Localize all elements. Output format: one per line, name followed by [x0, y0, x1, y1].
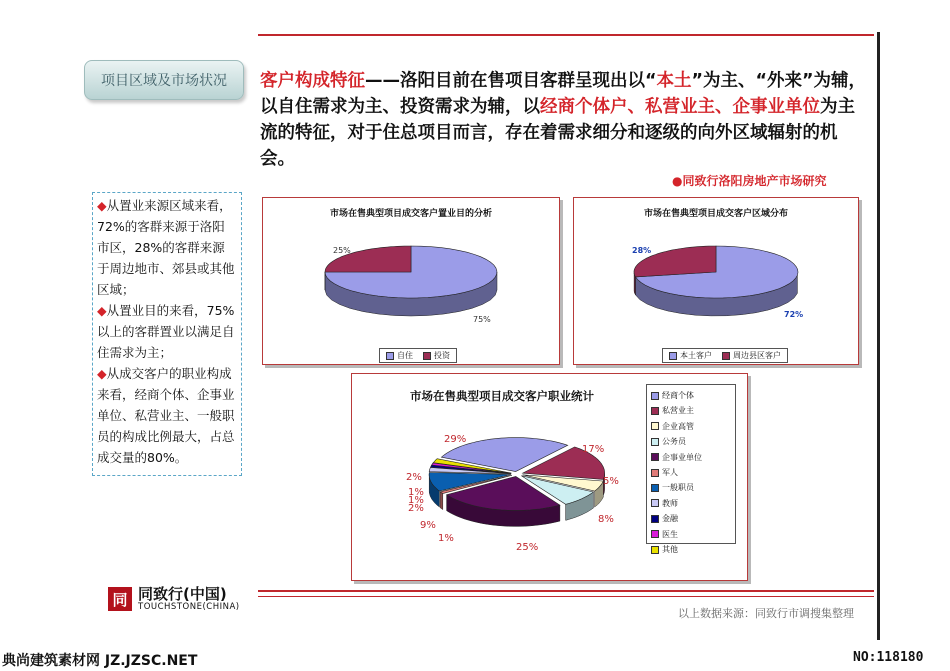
legend-item — [651, 480, 731, 495]
legend-swatch — [651, 484, 659, 492]
legend-item — [386, 350, 413, 361]
chart-region-pie — [574, 198, 858, 364]
legend-item — [669, 350, 712, 361]
legend-label: 本土客户 — [680, 351, 712, 360]
note-item — [97, 195, 237, 300]
legend-swatch — [651, 546, 659, 554]
headline-part1: ——洛阳目前在售项目客群呈现出以“ — [365, 71, 657, 91]
headline-part2: ”为主、“外来”为辅，以自住需求为主、投资需求为辅，以 — [260, 71, 867, 117]
legend-label: 一般职员 — [662, 483, 694, 493]
legend-label: 经商个体 — [662, 391, 694, 400]
chart-purpose-panel — [262, 197, 560, 365]
legend-label: 企事业单位 — [662, 452, 702, 462]
occ-label-4: 25% — [516, 542, 539, 553]
legend-label: 周边县区客户 — [733, 351, 781, 360]
note-text: 从置业目的来看，75%以上的客群置业以满足自住需求为主； — [97, 303, 235, 360]
legend-label: 企业高管 — [662, 421, 694, 431]
legend-label: 私营业主 — [662, 406, 694, 416]
legend-item — [651, 465, 731, 480]
chart-purpose-pie — [263, 198, 559, 364]
chart-region-title: 市场在售典型项目成交客户区域分布 — [643, 209, 788, 219]
legend-item — [423, 350, 450, 361]
chart-region-legend — [662, 348, 788, 363]
occ-label-2: 5% — [603, 476, 619, 487]
legend-swatch — [651, 407, 659, 415]
legend-label: 教师 — [662, 498, 678, 508]
notes-box — [92, 192, 242, 476]
legend-swatch — [651, 438, 659, 446]
logo-en: TOUCHSTONE(CHINA) — [138, 602, 240, 612]
legend-swatch — [386, 352, 394, 360]
company-logo — [108, 586, 240, 612]
legend-item — [651, 527, 731, 542]
legend-swatch — [651, 469, 659, 477]
legend-swatch — [722, 352, 730, 360]
legend-swatch — [423, 352, 431, 360]
diamond-bullet-icon: ◆ — [97, 303, 107, 318]
bottom-rule-thin — [258, 596, 874, 597]
legend-label: 公务员 — [662, 437, 686, 447]
legend-label: 军人 — [662, 468, 678, 478]
legend-item — [651, 434, 731, 449]
occ-label-5: 1% — [438, 533, 454, 544]
logo-cn: 同致行(中国) — [138, 585, 227, 603]
legend-swatch — [651, 392, 659, 400]
occ-label-10: 2% — [406, 472, 422, 483]
headline-highlight-local: 本土 — [656, 71, 692, 91]
chart-occupation-pie — [352, 374, 642, 580]
note-item — [97, 363, 237, 468]
legend-swatch — [651, 530, 659, 538]
chart-occupation-title: 市场在售典型项目成交客户职业统计 — [410, 389, 594, 403]
legend-swatch — [651, 453, 659, 461]
logo-mark-icon: 同 — [108, 587, 132, 611]
legend-label: 金融 — [662, 514, 678, 524]
chart-purpose-title: 市场在售典型项目成交客户置业目的分析 — [329, 209, 492, 219]
occ-label-1: 17% — [582, 444, 605, 455]
source-note: 以上数据来源：同致行市调搜集整理 — [678, 607, 854, 620]
note-text: 从置业来源区域来看，72%的客群来源于洛阳市区，28%的客群来源于周边地市、郊县或其他区域； — [97, 198, 235, 297]
diamond-bullet-icon: ◆ — [97, 366, 107, 381]
legend-item — [651, 388, 731, 403]
headline-part3: 为主流的特征，对于住总项目而言，存在着需求细分和逐级的向外区域辐射的机会。 — [260, 97, 855, 169]
chart-purpose-label-invest: 25% — [333, 246, 351, 255]
watermark-left: 典尚建筑素材网 JZ.JZSC.NET — [2, 653, 198, 669]
chart-region-panel — [573, 197, 859, 365]
legend-swatch — [669, 352, 677, 360]
research-tag: ●同致行洛阳房地产市场研究 — [672, 174, 827, 188]
chart-purpose-label-self: 75% — [473, 315, 491, 324]
right-rule — [877, 32, 880, 640]
bottom-rule — [258, 590, 874, 592]
note-text: 从成交客户的职业构成来看，经商个体、企事业单位、私营业主、一般职员的构成比例最大，占总成交量的80%。 — [97, 366, 235, 465]
legend-swatch — [651, 515, 659, 523]
top-rule — [258, 34, 874, 36]
legend-label: 医生 — [662, 529, 678, 539]
legend-item — [651, 403, 731, 418]
headline-highlight-occupations: 经商个体户、私营业主、企事业单位 — [540, 97, 820, 117]
logo-text — [138, 586, 240, 612]
chart-purpose-legend — [379, 348, 457, 363]
occ-label-8: 1% — [408, 495, 424, 506]
legend-label: 投资 — [434, 351, 450, 360]
legend-swatch — [651, 499, 659, 507]
occ-label-6: 9% — [420, 520, 436, 531]
chart-region-label-outer: 28% — [632, 246, 652, 255]
legend-item — [651, 450, 731, 465]
legend-item — [722, 350, 781, 361]
legend-label: 其他 — [662, 545, 678, 555]
occ-label-3: 8% — [598, 514, 614, 525]
legend-swatch — [651, 422, 659, 430]
headline — [260, 68, 870, 172]
diamond-bullet-icon: ◆ — [97, 198, 107, 213]
chart-occupation-panel — [351, 373, 748, 581]
chart-occupation-legend — [646, 384, 736, 555]
legend-item — [651, 542, 731, 557]
legend-item — [651, 496, 731, 511]
section-tab[interactable]: 项目区域及市场状况 — [84, 60, 244, 100]
occ-label-9: 1% — [408, 487, 424, 498]
headline-lead: 客户构成特征 — [260, 71, 365, 91]
occupation-side-5 — [440, 492, 443, 510]
note-item — [97, 300, 237, 363]
occ-label-0: 29% — [444, 434, 467, 445]
watermark-right: NO:118180 — [853, 650, 924, 665]
legend-item — [651, 419, 731, 434]
legend-label: 自住 — [397, 351, 413, 360]
occ-label-7: 2% — [408, 503, 424, 514]
legend-item — [651, 511, 731, 526]
chart-region-label-local: 72% — [784, 310, 804, 319]
